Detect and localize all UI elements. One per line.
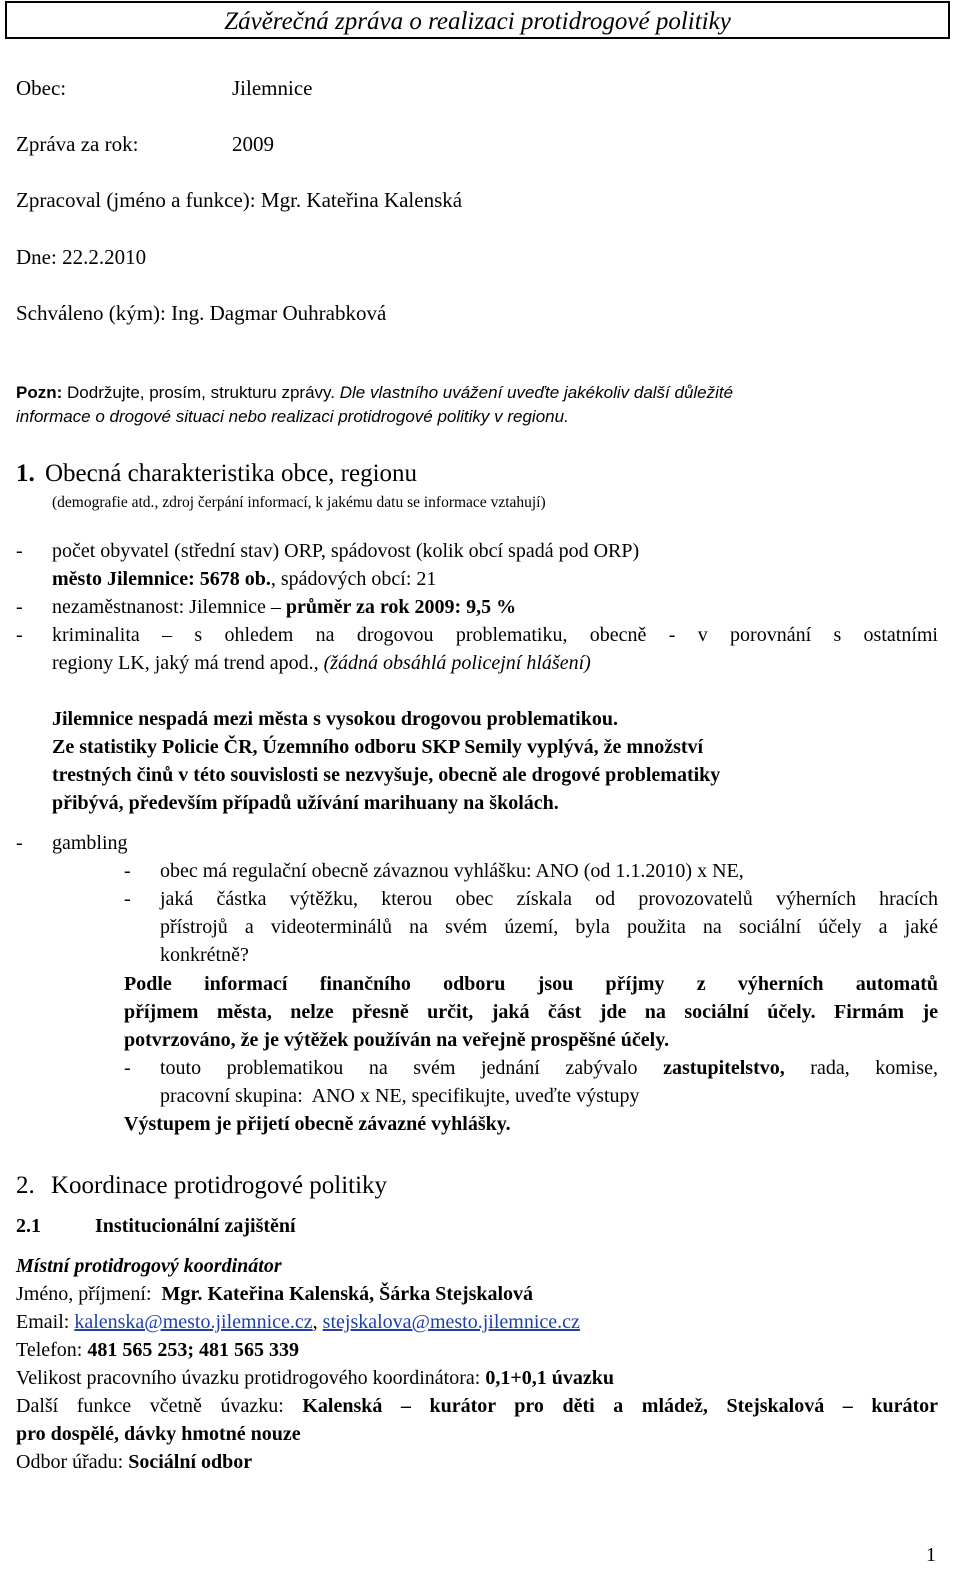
note-italic-2: informace o drogové situaci nebo realizaci protidrogové politiky v regionu.: [16, 407, 569, 426]
note-line-2: [16, 407, 569, 427]
telefon-row: [16, 1339, 299, 1362]
rok-value: 2009: [232, 132, 274, 156]
bold-para-4-text: přibývá, především případů užívání marihuany na školách.: [52, 792, 559, 814]
section2-number: 2.: [16, 1172, 35, 1199]
g1-plain: obec má regulační obecně závaznou vyhlášku:: [160, 860, 536, 882]
item1-rest: , spádových obcí: 21: [270, 568, 437, 590]
gambling-item1: [160, 860, 744, 883]
schvaleno-row: [16, 301, 386, 326]
dne-label: Dne:: [16, 245, 57, 269]
gambling-item3-line1: [160, 1057, 938, 1080]
list-dash: -: [16, 596, 23, 618]
bold-para-1-text: Jilemnice nespadá mezi města s vysokou drogovou problematikou.: [52, 708, 618, 730]
gambling-item2-line2: přístrojů a videoterminálů na svém území, byla použita na sociální účely a jaké: [160, 916, 938, 938]
section1-subtitle-b: , zdroj čerpání informací, k jakému datu se informace vztahují): [154, 494, 546, 511]
item3-line1: kriminalita – s ohledem na drogovou problematiku, obecně - v porovnání s ostatními: [52, 624, 938, 646]
gambling-item2-line1: jaká částka výtěžku, kterou obec získala od provozovatelů výherních hracích: [160, 888, 938, 910]
bold-para-4: [52, 792, 559, 815]
note-bold: Pozn:: [16, 383, 63, 402]
bold-para-3: [52, 764, 720, 787]
telefon-label: Telefon:: [16, 1339, 88, 1361]
item2-plain: nezaměstnanost: Jilemnice –: [52, 596, 286, 618]
g3-line2-plain: pracovní skupina:: [160, 1085, 312, 1107]
list-dash: -: [16, 832, 23, 854]
list-dash: -: [124, 860, 131, 882]
note-line-1: [16, 383, 733, 403]
note-plain: Dodržujte, prosím, strukturu zprávy.: [67, 383, 336, 402]
section1-subtitle-a: (demografie atd.: [52, 494, 155, 511]
g3-line2-ano: ANO: [311, 1085, 355, 1107]
schvaleno-value: Ing. Dagmar Ouhrabková: [171, 301, 387, 325]
section1-heading: [16, 460, 417, 488]
item3-plain: regiony LK, jaký má trend apod.: [52, 652, 314, 674]
section2-heading: [16, 1172, 387, 1200]
dalsi-row-2: pro dospělé, dávky hmotné nouze: [16, 1423, 301, 1445]
odbor-value: Sociální odbor: [128, 1451, 253, 1473]
g3-plain: touto problematikou na svém jednání zabývalo: [160, 1057, 664, 1079]
list-dash: -: [124, 1057, 131, 1079]
bold-para-2: [52, 736, 703, 759]
uvazek-value: 0,1+0,1 úvazku: [485, 1367, 614, 1389]
gambling-result: Výstupem je přijetí obecně závazné vyhlášky.: [124, 1113, 511, 1135]
list-dash: -: [124, 888, 131, 910]
zpracoval-row: [16, 188, 462, 213]
bold-para-2-text: Ze statistiky Policie ČR, Územního odboru SKP Semily vyplývá, že množství: [52, 736, 704, 758]
bold-para-1: [52, 708, 618, 731]
bold-para-3-text: trestných činů v této souvislosti se nezvyšuje, obecně ale drogové problematiky: [52, 764, 721, 786]
document-title: Závěrečná zpráva o realizaci protidrogové politiky: [224, 8, 731, 35]
item1-line2: [52, 568, 436, 591]
uvazek-row: [16, 1367, 614, 1390]
dne-value: 22.2.2010: [62, 245, 147, 269]
section2-title: Koordinace protidrogové politiky: [51, 1172, 388, 1199]
g3-line2-rest: x NE, specifikujte, uveďte výstupy: [354, 1085, 640, 1107]
g1-rest: x NE,: [692, 860, 744, 882]
subsection-number: 2.1: [16, 1215, 41, 1237]
zpracoval-label: Zpracoval (jméno a funkce):: [16, 188, 256, 212]
g3-rest: rada, komise,: [784, 1057, 938, 1079]
g3-bold: zastupitelstvo,: [663, 1057, 785, 1079]
obec-value: Jilemnice: [232, 76, 313, 100]
uvazek-label: Velikost pracovního úvazku protidrogového koordinátora:: [16, 1367, 486, 1389]
jmeno-label: Jméno, příjmení:: [16, 1283, 162, 1305]
g1-ano: ANO (od 1.1.2010): [535, 860, 693, 882]
item3-line2: [52, 652, 591, 675]
title-box: [5, 1, 950, 39]
email-link-kalenska[interactable]: kalenska@mesto.jilemnice.cz: [74, 1311, 313, 1333]
dne-row: [16, 245, 146, 270]
obec-label: Obec:: [16, 76, 67, 100]
gambling-item3-line2: [160, 1085, 640, 1108]
gambling-label: gambling: [52, 832, 128, 854]
email-separator: ,: [312, 1311, 323, 1333]
item1-line1: počet obyvatel (střední stav) ORP, spádovost (kolik obcí spadá pod ORP): [52, 540, 640, 562]
email-row: [16, 1311, 580, 1334]
item1-bold: město Jilemnice: 5678 ob.: [52, 568, 271, 590]
dalsi-row-1: [16, 1395, 938, 1418]
schvaleno-label: Schváleno (kým):: [16, 301, 166, 325]
jmeno-value: Mgr. Kateřina Kalenská, Šárka Stejskalová: [161, 1283, 534, 1305]
page-number: 1: [926, 1544, 936, 1566]
email-link-stejskalova[interactable]: stejskalova@mesto.jilemnice.cz: [322, 1311, 580, 1333]
coordinator-title: Místní protidrogový koordinátor: [16, 1255, 282, 1277]
gambling-bold-3: potvrzováno, že je výtěžek používán na veřejně prospěšné účely.: [124, 1029, 670, 1051]
gambling-item2-line3: konkrétně?: [160, 944, 249, 966]
zpracoval-value: Mgr. Kateřina Kalenská: [260, 188, 463, 212]
dalsi-value-1: Kalenská – kurátor pro děti a mládež, Stejskalová – kurátor: [302, 1395, 938, 1417]
item3-italic: , (žádná obsáhlá policejní hlášení): [313, 652, 591, 674]
odbor-label: Odbor úřadu:: [16, 1451, 129, 1473]
item2-bold: průměr za rok 2009: 9,5 %: [285, 596, 517, 618]
jmeno-row: [16, 1283, 533, 1306]
email-label: Email:: [16, 1311, 75, 1333]
section1-title: Obecná charakteristika obce, regionu: [45, 460, 418, 487]
item2: [52, 596, 516, 619]
section1-subtitle: [52, 494, 546, 512]
note-italic-1: Dle vlastního uvážení uveďte jakékoliv další důležité: [339, 383, 734, 402]
gambling-bold-2: příjmem města, nelze přesně určit, jaká část jde na sociální účely. Firmám je: [124, 1001, 938, 1023]
rok-label: Zpráva za rok:: [16, 132, 139, 156]
subsection-title: Institucionální zajištění: [95, 1215, 296, 1237]
telefon-value: 481 565 253; 481 565 339: [87, 1339, 300, 1361]
gambling-bold-1: Podle informací finančního odboru jsou příjmy z výherních automatů: [124, 973, 938, 995]
section1-number: 1.: [16, 460, 35, 487]
list-dash: -: [16, 540, 23, 562]
dalsi-label: Další funkce včetně úvazku:: [16, 1395, 303, 1417]
odbor-row: [16, 1451, 252, 1474]
list-dash: -: [16, 624, 23, 646]
